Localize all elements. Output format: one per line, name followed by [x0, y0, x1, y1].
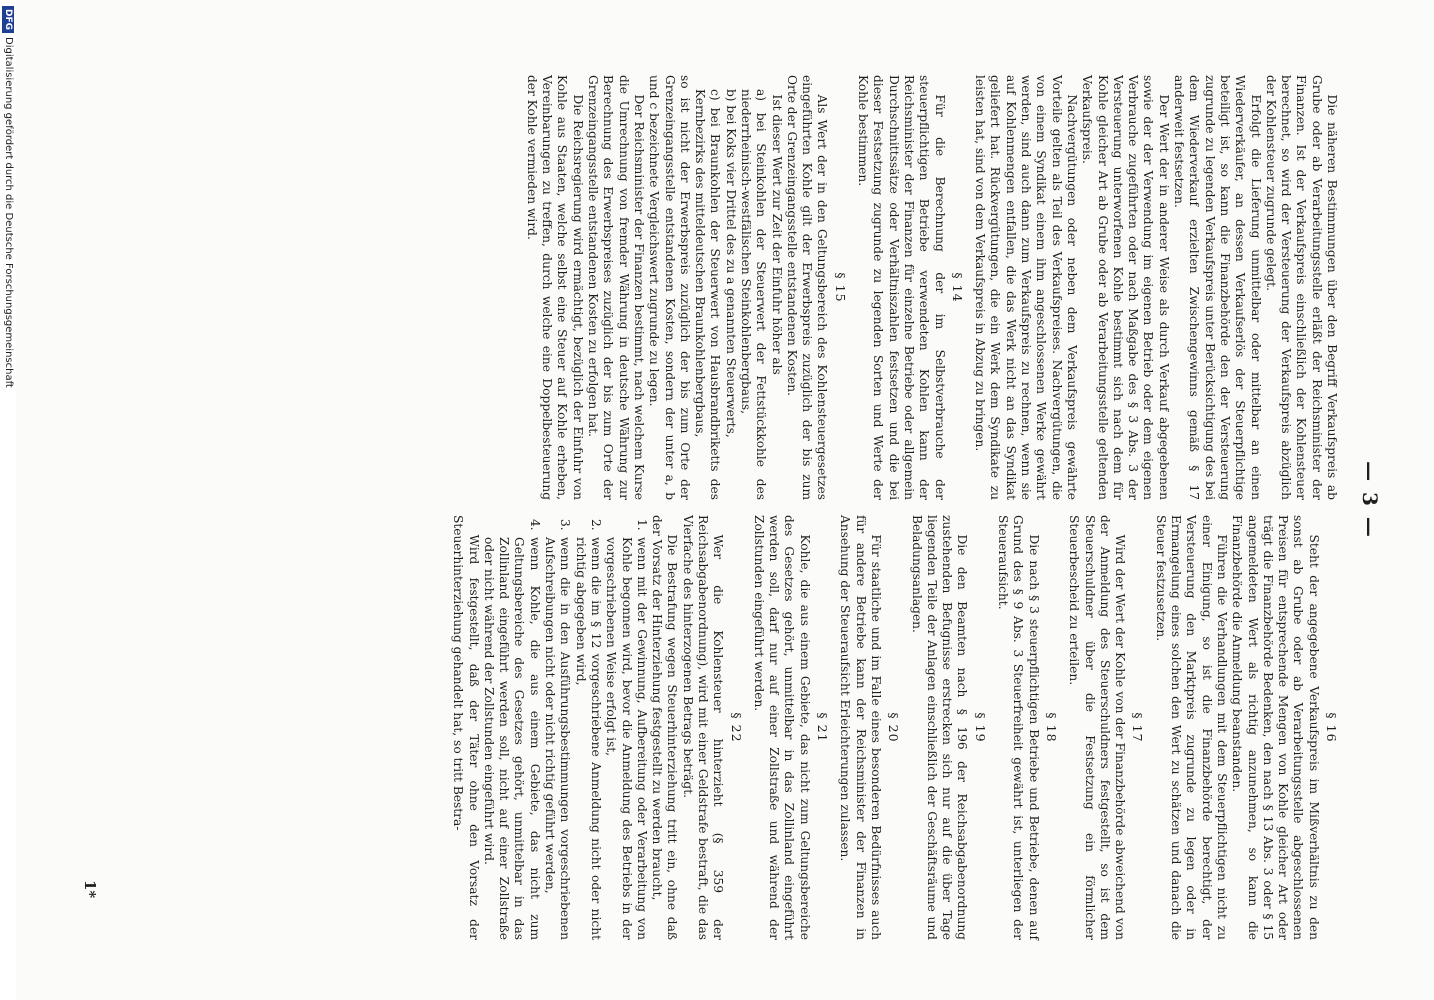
paragraph: Erfolgt die Lieferung unmittelbar oder mittelbar an einen Wiederverkäufer, an dessen Verkaufserlös der Steuerpflichtige beteiligt ist, so kann die Finanzbehörde den der Versteuerung zugrunde zu legenden Verkaufspreis unter Berücksichtigung des bei dem Wiederverkauf erzielten Zwischengewinns gemäß § 17 anderweit festsetzen.: [1172, 75, 1263, 500]
section-heading-14: § 14: [949, 272, 965, 303]
paragraph: Die den Beamten nach § 196 der Reichsabgabenordnung zustehenden Befugnisse erstrecken sich nur auf die über Tage liegenden Teile der Anlagen einschließlich der Geschäftsräume und Beladungsanlagen.: [909, 515, 970, 940]
paragraph: Ist dieser Wert zur Zeit der Einfuhr höher als: [769, 94, 784, 375]
list-number: 2.: [588, 519, 603, 531]
section-heading-16: § 16: [1324, 712, 1339, 743]
section-heading-18: § 18: [1043, 712, 1059, 743]
list-item: [542, 515, 573, 940]
section-heading-19: § 19: [972, 712, 988, 743]
list-item: [481, 515, 542, 940]
paragraph: so ist nicht der Erwerbspreis zuzüglich der bis zum Orte der Grenzeingangsstelle entstandenen Kosten, sondern der unter a, b und c bezeichnete Vergleichswert zugrunde zu legen.: [647, 75, 692, 500]
paragraph: Kohle, die aus einem Gebiete, das nicht zum Geltungsbereiche des Gesetzes gehört, unmittelbar in das Zollinland eingeführt werden soll, darf nur auf einer Zollstraße und während der Zollstunden eingeführt werden.: [751, 515, 812, 940]
paragraph: Wer die Kohlensteuer hinterzieht (§ 359 der Reichsabgabenordnung), wird mit einer Geldstrafe bestraft, die das Vierfache des hinterzogenen Betrags beträgt.: [680, 515, 726, 940]
numbered-list: [481, 515, 649, 940]
paragraph: Die Bestrafung wegen Steuerhinterziehung tritt ein, ohne daß der Vorsatz der Hinterziehung festgestellt zu werden braucht,: [650, 515, 680, 940]
dfg-logo: DFG: [2, 6, 14, 33]
list-text: wenn die im § 12 vorgeschriebene Anmeldung nicht oder nicht richtig abgegeben wird,: [573, 537, 603, 940]
list-number: 3.: [558, 519, 573, 531]
paragraph: Die Reichsregierung wird ermächtigt, bezüglich der Einfuhr von Kohle aus Staaten, welche selbst eine Steuer auf Kohle erheben, Vereinbarungen zu treffen, durch welche eine Doppelbesteuerung der Kohle vermieden wird.: [524, 75, 585, 500]
list-item: [572, 515, 603, 940]
section-heading-22: § 22: [728, 712, 744, 743]
page-number: — 3 —: [1358, 461, 1382, 539]
paragraph: Steht der angegebene Verkaufspreis im Mißverhältnis zu den sonst ab Grube oder ab Verarbeitungsstelle abgeschlossenen Preisen für entsprechende Mengen von Kohle gleicher Art oder trägt die Finanzbehörde Bedenken, den nach § 13 Abs. 3 oder § 15 angemeldeten Wert als richtig anzunehmen, so kann die Finanzbehörde die Anmeldung beanstanden.: [1230, 515, 1321, 940]
paragraph: Als Wert der in den Geltungsbereich des Kohlensteuergesetzes eingeführten Kohle gilt der Erwerbspreis zuzüglich der bis zum Orte der Grenzeingangsstelle entstandenen Kosten.: [784, 75, 830, 500]
paragraph: Führen die Verhandlungen mit dem Steuerpflichtigen nicht zu einer Einigung, so ist die Finanzbehörde berechtigt, der Versteuerung den Marktpreis zugrunde zu legen oder in Ermangelung eines solchen den Wert zu schätzen und danach die Steuer festzusetzen.: [1153, 515, 1229, 940]
list-item: a) bei Steinkohlen der Steuerwert der Fettstückkohle des niederrheinisch-westfälischen Steinkohlenbergbaus,: [739, 89, 769, 500]
paragraph: Für die Berechnung der im Selbstverbrauche der steuerpflichtigen Betriebe verwendeten Kohlen kann der Reichsminister der Finanzen für einzelne Betriebe oder allgemein Durchschnittssätze oder Verhältniszahlen festsetzen und die bei dieser Festsetzung zugrunde zu legenden Sorten und Werte der Kohle bestimmen.: [856, 75, 947, 500]
paragraph: Der Reichsminister der Finanzen bestimmt, nach welchem Kurse die Umrechnung von fremder Währung in deutsche Währung zur Berechnung des Erwerbspreises zuzüglich der bis zum Orte der Grenzeingangsstelle entstandenen Kosten zu erfolgen hat.: [586, 75, 646, 500]
section-heading-21: § 21: [815, 712, 831, 743]
paragraph: Die näheren Bestimmungen über den Begriff Verkaufspreis ab Grube oder ab Verarbeitungsstelle erläßt der Reichsminister der Finanzen. Ist der Verkaufspreis einschließlich der Kohlensteuer berechnet, so wird der Versteuerung der Verkaufspreis abzüglich der Kohlensteuer zugrunde gelegt.: [1263, 75, 1339, 500]
left-column: [524, 75, 1339, 500]
list-number: 4.: [527, 519, 542, 531]
list-number: 1.: [634, 519, 649, 531]
signature-mark: 1*: [81, 880, 99, 899]
paragraph: Wird festgestellt, daß der Täter ohne den Vorsatz der Steuerhinterziehung gehandelt hat, so tritt Bestra-: [451, 515, 481, 940]
paragraph: Die nach § 3 steuerpflichtigen Betriebe und Betriebe, denen auf Grund des § 9 Abs. 3 Steuerfreiheit gewährt ist, unterliegen der Steueraufsicht.: [996, 515, 1041, 940]
list-item: [603, 515, 649, 940]
paragraph: Nachvergütungen oder neben dem Verkaufspreis gewährte Vorteile gelten als Teil des Verkaufspreises. Nachvergütungen, die von einem Syndikat einem ihm angeschlossenen Werke gewährt werden, sind auch dann zum Verkaufspreis zu rechnen, wenn sie auf Kohlenmengen entfallen, die das Werk nicht an das Syndikat geliefert hat. Rückvergütungen, die ein Werk dem Syndikate zu leisten hat, sind von dem Verkaufspreis in Abzug zu bringen.: [973, 75, 1079, 500]
list-item: c) bei Braunkohlen der Steuerwert von Hausbrandbriketts des Kernbezirks des mitteldeutschen Braunkohlenbergbaus,: [693, 89, 723, 500]
section-heading-15: § 15: [832, 272, 848, 303]
paragraph: Für staatliche und im Falle eines besonderen Bedürfnisses auch für andere Betriebe kann der Reichsminister der Finanzen in Ansehung der Steueraufsicht Erleichterungen zulassen.: [838, 515, 883, 940]
section-heading-17: § 17: [1130, 712, 1146, 743]
digitization-credit: [0, 0, 16, 1000]
section-heading-20: § 20: [886, 712, 902, 743]
dfg-credit-text: Digitalisierung gefördert durch die Deutsche Forschungsgemeinschaft: [3, 37, 14, 388]
paragraph: Wird der Wert der Kohle von der Finanzbehörde abweichend von der Anmeldung des Steuerschuldners festgestellt, so ist dem Steuerschuldner über die Festsetzung ein förmlicher Steuerbescheid zu erteilen.: [1067, 515, 1128, 940]
list-text: wenn die in den Ausführungsbestimmungen vorgeschriebenen Aufschreibungen nicht oder nicht richtig geführt werden,: [543, 537, 573, 940]
list-item: b) bei Koks vier Drittel des zu a genannten Steuerwerts,: [723, 89, 738, 438]
right-column: [450, 515, 1339, 940]
paragraph: Der Wert der in anderer Weise als durch Verkauf abgegebenen sowie der der Verwendung im eigenen Betrieb oder dem eigenen Verbrauche zugeführten oder nach Maßgabe des § 3 Abs. 3 der Versteuerung unterworfenen Kohle bestimmt sich nach dem für Kohle gleicher Art ab Grube oder ab Verarbeitungsstelle geltenden Verkaufspreis.: [1080, 75, 1171, 500]
list-text: wenn Kohle, die aus einem Gebiete, das nicht zum Geltungsbereiche des Gesetzes gehört, unmittelbar in das Zollinland eingeführt werden soll, nicht auf einer Zollstraße oder nicht während der Zollstunden eingeführt wird.: [481, 537, 542, 940]
list-text: wenn mit der Gewinnung, Aufbereitung oder Verarbeitung von Kohle begonnen wird, bevor die Anmeldung des Betriebs in der vorgeschriebenen Weise erfolgt ist,: [604, 537, 649, 940]
